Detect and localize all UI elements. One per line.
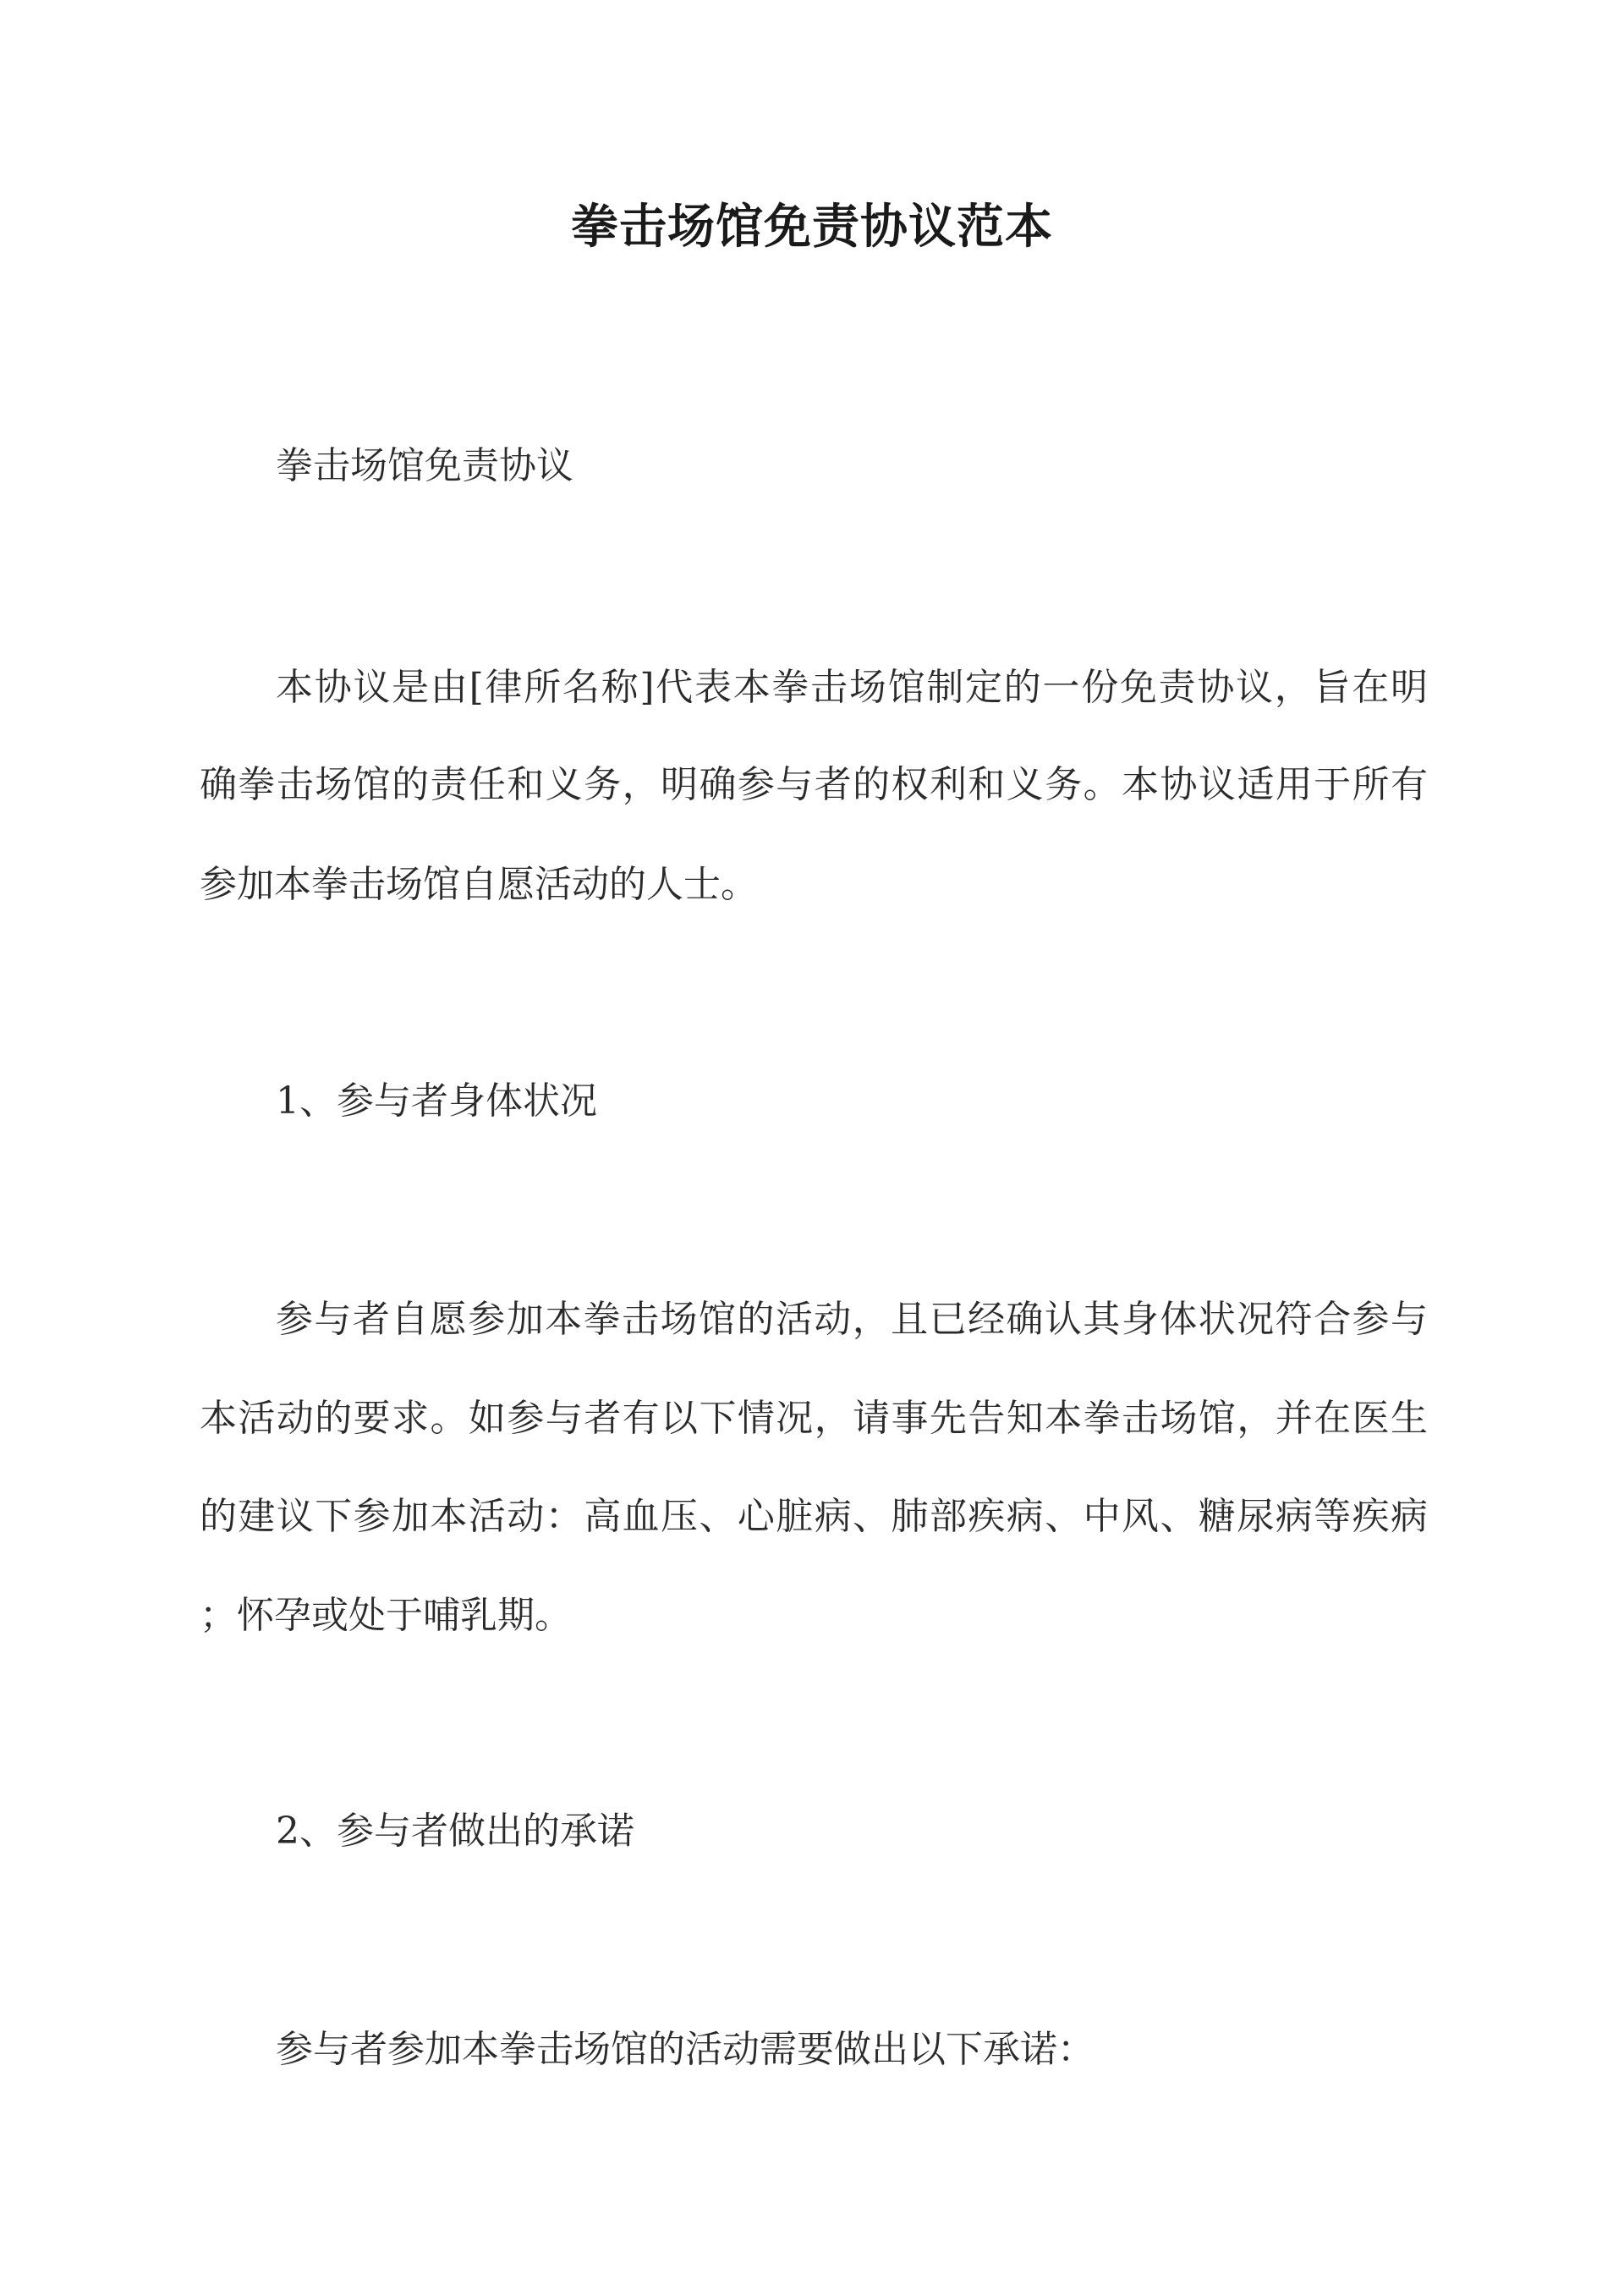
section-1-paragraph-line: ；怀孕或处于哺乳期。 — [200, 1594, 572, 1637]
intro-paragraph-line: 本协议是由[律所名称]代表本拳击场馆制定的一份免责协议，旨在明 — [276, 666, 1428, 709]
document-title: 拳击场馆免责协议范本 — [571, 199, 1053, 255]
intro-paragraph-line: 参加本拳击场馆自愿活动的人士。 — [200, 863, 758, 906]
section-1-heading: 1、参与者身体状况 — [276, 1079, 597, 1123]
section-1-paragraph-line: 本活动的要求。如参与者有以下情况，请事先告知本拳击场馆，并在医生 — [200, 1397, 1428, 1440]
section-2-heading: 2、参与者做出的承诺 — [276, 1810, 634, 1853]
intro-paragraph-line: 确拳击场馆的责任和义务，明确参与者的权利和义务。本协议适用于所有 — [200, 763, 1428, 806]
section-1-paragraph-line: 参与者自愿参加本拳击场馆的活动，且已经确认其身体状况符合参与 — [276, 1298, 1428, 1341]
section-1-paragraph-line: 的建议下参加本活动：高血压、心脏病、肺部疾病、中风、糖尿病等疾病 — [200, 1495, 1428, 1538]
document-subtitle: 拳击场馆免责协议 — [276, 444, 573, 487]
section-2-paragraph-line: 参与者参加本拳击场馆的活动需要做出以下承诺： — [276, 2028, 1095, 2071]
